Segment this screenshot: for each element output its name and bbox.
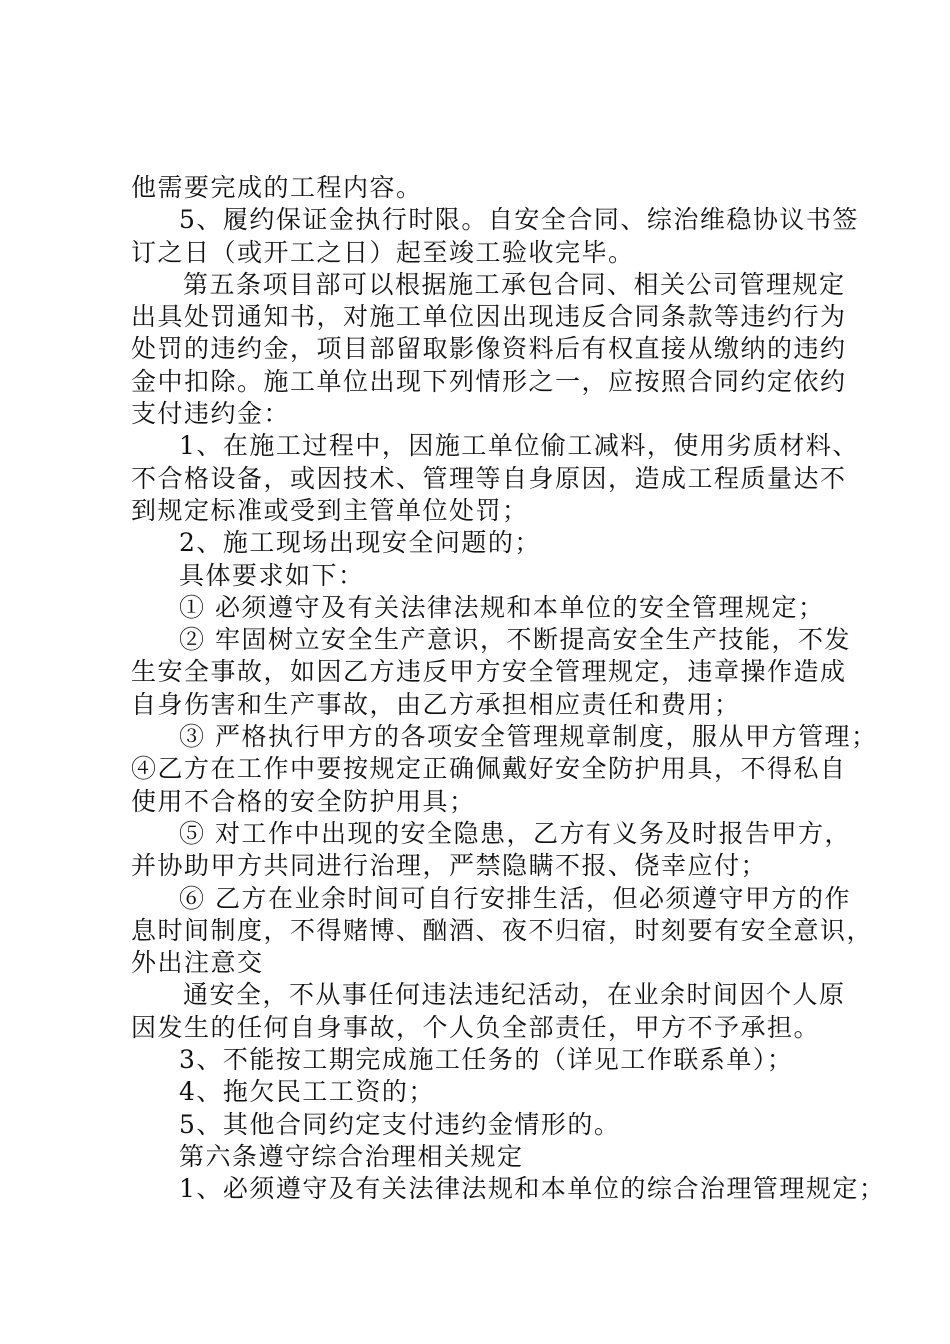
text-line: ④乙方在工作中要按规定正确佩戴好安全防护用具，不得私自: [131, 754, 847, 784]
text-line: 生安全事故，如因乙方违反甲方安全管理规定，违章操作造成: [131, 657, 847, 687]
text-line: 使用不合格的安全防护用具；: [131, 786, 476, 816]
text-line: ① 必须遵守及有关法律法规和本单位的安全管理规定；: [179, 592, 825, 622]
text-line: 5、履约保证金执行时限。自安全合同、综治维稳协议书签: [179, 205, 859, 235]
text-line: 2、施工现场出现安全问题的；: [179, 528, 541, 558]
text-line: 金中扣除。施工单位出现下列情形之一，应按照合同约定依约: [131, 366, 847, 396]
text-line: 出具处罚通知书，对施工单位因出现违反合同条款等违约行为: [131, 302, 847, 332]
text-line: ② 牢固树立安全生产意识，不断提高安全生产技能，不发: [179, 625, 851, 655]
text-line: 外出注意交: [131, 948, 264, 978]
text-line: 第六条遵守综合治理相关规定: [179, 1141, 524, 1171]
text-line: 自身伤害和生产事故，由乙方承担相应责任和费用；: [131, 689, 741, 719]
text-line: 第五条项目部可以根据施工承包合同、相关公司管理规定: [183, 269, 846, 299]
document-body: [131, 172, 886, 1206]
text-line: 3、不能按工期完成施工任务的（详见工作联系单）；: [179, 1045, 794, 1075]
text-line: ⑥ 乙方在业余时间可自行安排生活，但必须遵守甲方的作: [179, 883, 851, 913]
text-line: 通安全，不从事任何违法违纪活动，在业余时间因个人原: [183, 980, 846, 1010]
text-line: 支付违约金：: [131, 399, 291, 429]
text-line: 不合格设备，或因技术、管理等自身原因，造成工程质量达不: [131, 463, 847, 493]
text-line: 1、必须遵守及有关法律法规和本单位的综合治理管理规定；: [179, 1174, 886, 1204]
text-line: 1、在施工过程中，因施工单位偷工减料，使用劣质材料、: [179, 431, 859, 461]
text-line: ③ 严格执行甲方的各项安全管理规章制度，服从甲方管理；: [179, 722, 878, 752]
text-line: 因发生的任何自身事故，个人负全部责任，甲方不予承担。: [131, 1012, 821, 1042]
text-line: 订之日（或开工之日）起至竣工验收完毕。: [131, 237, 635, 267]
text-line: 处罚的违约金，项目部留取影像资料后有权直接从缴纳的违约: [131, 334, 847, 364]
text-line: 到规定标准或受到主管单位处罚；: [131, 495, 529, 525]
text-line: 5、其他合同约定支付违约金情形的。: [179, 1109, 621, 1139]
text-line: 4、拖欠民工工资的；: [179, 1077, 435, 1107]
text-line: ⑤ 对工作中出现的安全隐患，乙方有义务及时报告甲方，: [179, 818, 851, 848]
text-line: 他需要完成的工程内容。: [131, 173, 423, 202]
text-line: 息时间制度，不得赌博、酗酒、夜不归宿，时刻要有安全意识，: [131, 915, 874, 945]
text-line: 具体要求如下：: [179, 560, 365, 590]
text-line: 并协助甲方共同进行治理，严禁隐瞒不报、侥幸应付；: [131, 851, 768, 881]
